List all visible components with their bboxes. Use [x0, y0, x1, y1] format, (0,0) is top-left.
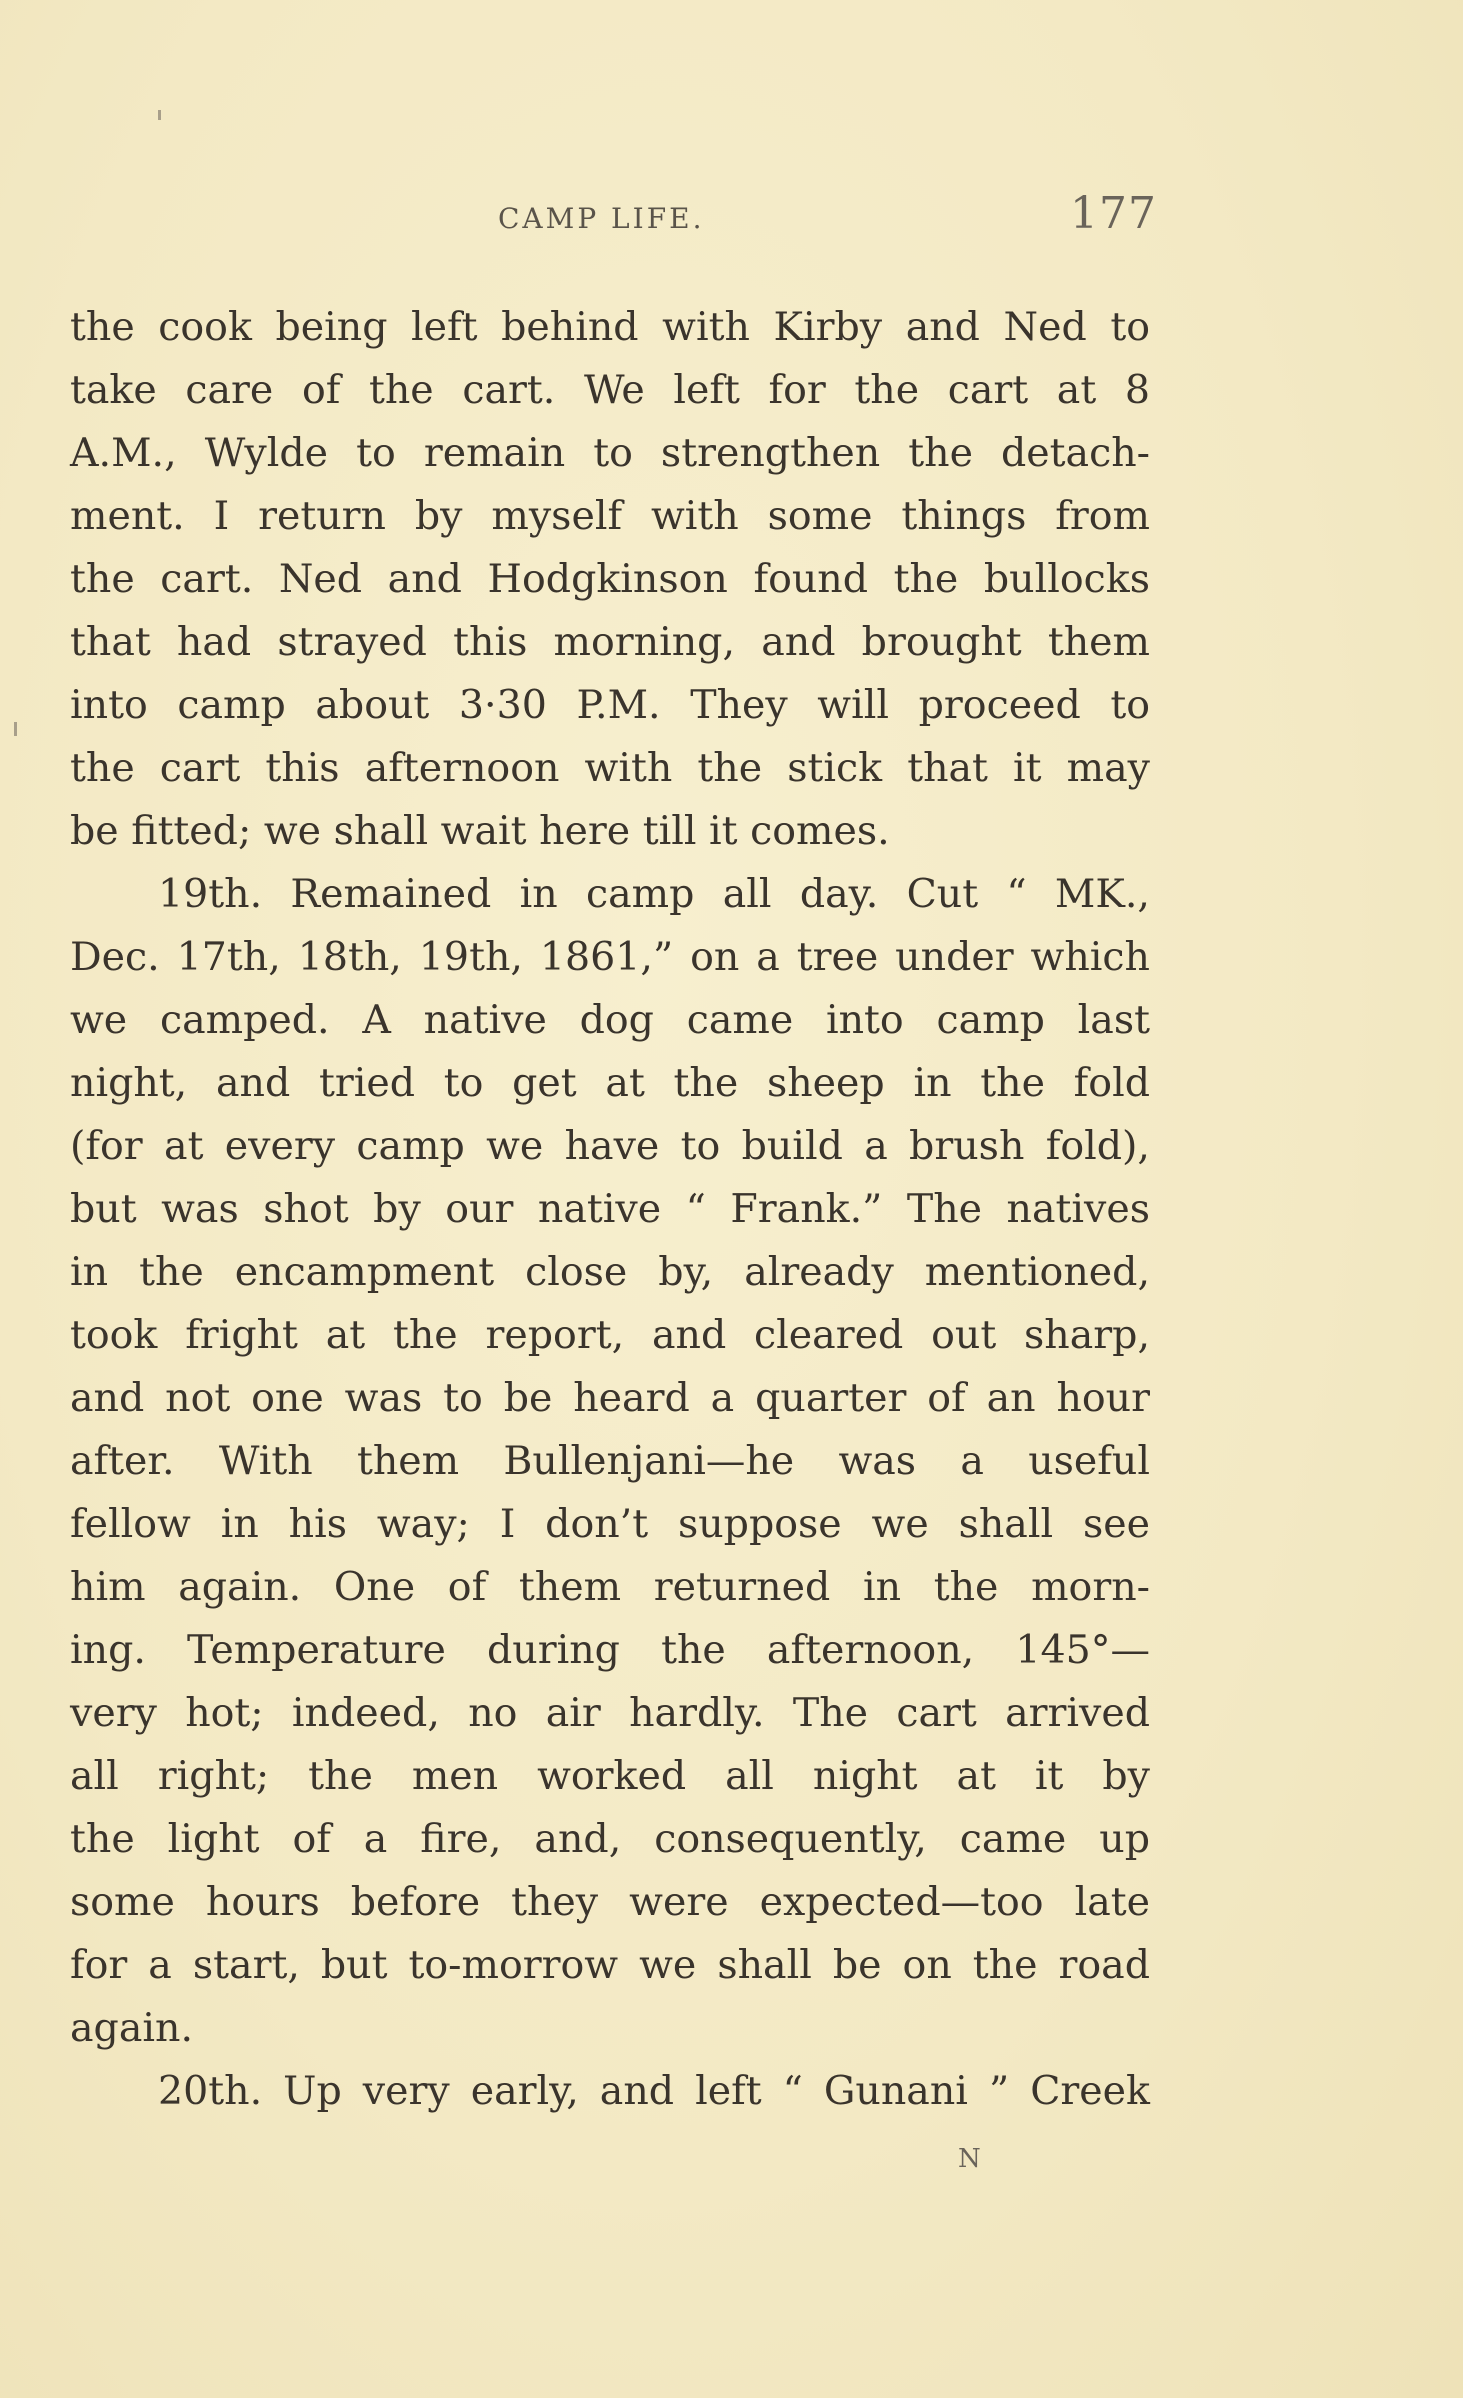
paper-speck — [14, 722, 17, 736]
text-line: very hot; indeed, no air hardly. The cart arrived — [70, 1690, 1150, 1736]
text-line: 20th. Up very early, and left “ Gunani ” Creek — [158, 2068, 1150, 2114]
text-line: 19th. Remained in camp all day. Cut “ MK., — [158, 871, 1150, 917]
text-line: A.M., Wylde to remain to strengthen the detach- — [70, 430, 1150, 476]
text-line: and not one was to be heard a quarter of an hour — [70, 1375, 1150, 1421]
text-line: night, and tried to get at the sheep in the fold — [70, 1060, 1150, 1106]
text-line: after. With them Bullenjani—he was a useful — [70, 1438, 1150, 1484]
text-line: ing. Temperature during the afternoon, 145°— — [70, 1627, 1150, 1673]
text-line: take care of the cart. We left for the cart at 8 — [70, 367, 1150, 413]
text-line: the cart. Ned and Hodgkinson found the bullocks — [70, 556, 1150, 602]
page-number: 177 — [1070, 188, 1157, 239]
text-line: the cook being left behind with Kirby and Ned to — [70, 304, 1150, 350]
signature-mark: N — [958, 2144, 981, 2174]
text-line: him again. One of them returned in the morn- — [70, 1564, 1150, 1610]
text-line: be fitted; we shall wait here till it comes. — [70, 808, 890, 854]
paper-speck — [158, 110, 161, 120]
text-line: fellow in his way; I don’t suppose we shall see — [70, 1501, 1150, 1547]
text-line: we camped. A native dog came into camp last — [70, 997, 1150, 1043]
text-line: all right; the men worked all night at it by — [70, 1753, 1150, 1799]
text-line: for a start, but to-morrow we shall be on the road — [70, 1942, 1150, 1988]
text-line: the cart this afternoon with the stick that it may — [70, 745, 1150, 791]
text-line: took fright at the report, and cleared out sharp, — [70, 1312, 1150, 1358]
text-line: some hours before they were expected—too late — [70, 1879, 1150, 1925]
running-head — [0, 188, 1463, 248]
text-line: that had strayed this morning, and brought them — [70, 619, 1150, 665]
text-line: into camp about 3·30 P.M. They will proceed to — [70, 682, 1150, 728]
text-line: ment. I return by myself with some things from — [70, 493, 1150, 539]
text-line: but was shot by our native “ Frank.” The natives — [70, 1186, 1150, 1232]
text-line: the light of a fire, and, consequently, came up — [70, 1816, 1150, 1862]
text-line: Dec. 17th, 18th, 19th, 1861,” on a tree under which — [70, 934, 1150, 980]
text-line: in the encampment close by, already mentioned, — [70, 1249, 1150, 1295]
running-head-title: CAMP LIFE. — [498, 202, 705, 235]
text-line: again. — [70, 2005, 194, 2051]
body-text — [70, 296, 1150, 2123]
text-line: (for at every camp we have to build a brush fold), — [70, 1123, 1150, 1169]
